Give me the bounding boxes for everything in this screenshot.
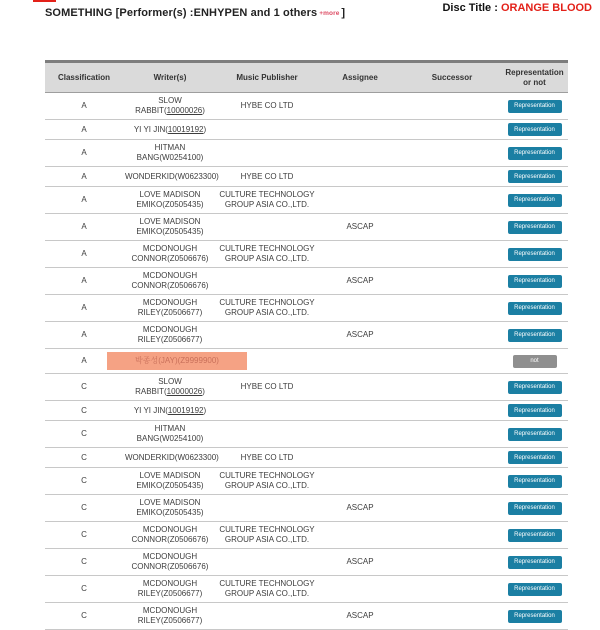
table-row [45,401,568,421]
cell-assignee [317,401,403,421]
cell-successor [403,374,501,401]
cell-classification: C [45,421,123,448]
cell-writer: LOVE MADISON EMIKO(Z0505435) [123,214,217,241]
representation-button[interactable]: Representation [508,583,562,596]
cell-representation [501,576,568,603]
cell-publisher: HYBE CO LTD [217,374,317,401]
cell-successor [403,140,501,167]
table-row [45,468,568,495]
writer-id-link[interactable]: 10000026 [166,387,203,396]
bracket-close: ] [341,7,346,19]
cell-classification: C [45,495,123,522]
cell-assignee [317,576,403,603]
cell-representation [501,468,568,495]
cell-publisher: HYBE CO LTD [217,93,317,120]
table-row [45,603,568,630]
disc-title-label: Disc Title : [442,2,501,14]
cell-representation [501,241,568,268]
cell-representation [501,401,568,421]
cell-writer: MCDONOUGH CONNOR(Z0506676) [123,549,217,576]
cell-assignee [317,374,403,401]
cell-publisher: CULTURE TECHNOLOGY GROUP ASIA CO.,LTD. [217,576,317,603]
cell-publisher [217,603,317,630]
cell-successor [403,268,501,295]
representation-button[interactable]: Representation [508,123,562,136]
representation-button[interactable]: Representation [508,147,562,160]
representation-button[interactable]: Representation [508,475,562,488]
cell-assignee [317,241,403,268]
cell-assignee [317,421,403,448]
cell-writer: WONDERKID(W0623300) [123,167,217,187]
cell-classification: A [45,322,123,349]
cell-publisher [217,140,317,167]
cell-successor [403,93,501,120]
cell-successor [403,549,501,576]
col-assignee: Assignee [317,62,403,93]
col-representation-or-not: Representation or not [501,62,568,93]
cell-successor [403,448,501,468]
table-row [45,167,568,187]
highlighted-writer: 박종성(JAY)(Z9999900) [107,352,247,370]
col-writers: Writer(s) [123,62,217,93]
cell-classification: C [45,374,123,401]
cell-writer: MCDONOUGH RILEY(Z0506677) [123,295,217,322]
cell-successor [403,187,501,214]
cell-representation [501,522,568,549]
cell-representation [501,214,568,241]
cell-publisher [217,495,317,522]
more-link[interactable]: +more [319,10,340,17]
cell-assignee [317,140,403,167]
cell-publisher [217,421,317,448]
representation-button[interactable]: Representation [508,221,562,234]
cell-writer: SLOW RABBIT(10000026) [123,93,217,120]
table-row [45,322,568,349]
cell-classification: A [45,214,123,241]
cell-representation [501,120,568,140]
cell-writer: MCDONOUGH CONNOR(Z0506676) [123,522,217,549]
cell-publisher [217,401,317,421]
cell-classification: A [45,167,123,187]
cell-representation [501,167,568,187]
representation-button[interactable]: Representation [508,610,562,623]
cell-assignee [317,295,403,322]
cell-representation [501,322,568,349]
cell-classification: A [45,349,123,374]
cell-assignee [317,448,403,468]
cell-classification: A [45,268,123,295]
table-header-row [45,62,568,93]
song-title-text: SOMETHING [Performer(s) :ENHYPEN and 1 others [45,7,318,19]
table-row [45,187,568,214]
representation-button[interactable]: Representation [508,194,562,207]
representation-button[interactable]: Representation [508,170,562,183]
cell-writer: SLOW RABBIT(10000026) [123,374,217,401]
col-classification: Classification [45,62,123,93]
table-row [45,241,568,268]
cell-representation [501,495,568,522]
table-row [45,140,568,167]
song-title [45,7,345,19]
cell-classification: A [45,93,123,120]
cell-representation [501,268,568,295]
table-row [45,93,568,120]
cell-assignee: ASCAP [317,495,403,522]
cell-publisher: CULTURE TECHNOLOGY GROUP ASIA CO.,LTD. [217,295,317,322]
table-row [45,522,568,549]
disc-title-value: ORANGE BLOOD [500,2,592,14]
cell-classification: A [45,295,123,322]
representation-button[interactable]: Representation [508,302,562,315]
cell-publisher: CULTURE TECHNOLOGY GROUP ASIA CO.,LTD. [217,187,317,214]
col-successor: Successor [403,62,501,93]
cell-classification: A [45,187,123,214]
table-row [45,214,568,241]
cell-representation [501,349,568,374]
cell-publisher: CULTURE TECHNOLOGY GROUP ASIA CO.,LTD. [217,468,317,495]
cell-classification: C [45,576,123,603]
writer-id-link[interactable]: 10019192 [167,124,204,134]
table-row [45,448,568,468]
disc-title [442,2,592,14]
cell-successor [403,241,501,268]
cell-assignee: ASCAP [317,603,403,630]
cell-publisher [217,120,317,140]
cell-assignee [317,468,403,495]
cell-classification: C [45,603,123,630]
writer-id-link[interactable]: 10000026 [166,106,203,115]
cell-assignee: ASCAP [317,214,403,241]
cell-publisher: HYBE CO LTD [217,448,317,468]
writer-id-link[interactable]: 10019192 [167,405,204,415]
cell-writer: MCDONOUGH CONNOR(Z0506676) [123,241,217,268]
cell-publisher [217,268,317,295]
table-row [45,374,568,401]
cell-assignee: ASCAP [317,322,403,349]
cell-writer: MCDONOUGH RILEY(Z0506677) [123,603,217,630]
cell-assignee: ASCAP [317,549,403,576]
representation-button[interactable]: Representation [508,451,562,464]
cell-writer: LOVE MADISON EMIKO(Z0505435) [123,495,217,522]
cell-writer: YI YI JIN(10019192) [123,120,217,140]
table-body [45,93,568,630]
cell-classification: A [45,241,123,268]
representation-button[interactable]: Representation [508,275,562,288]
representation-button[interactable]: Representation [508,428,562,441]
cell-successor [403,495,501,522]
cell-representation [501,603,568,630]
cell-writer: LOVE MADISON EMIKO(Z0505435) [123,468,217,495]
cell-assignee [317,167,403,187]
cell-classification: A [45,140,123,167]
cell-representation [501,295,568,322]
cell-representation [501,421,568,448]
cell-successor [403,120,501,140]
representation-button[interactable]: Representation [508,381,562,394]
cell-publisher: CULTURE TECHNOLOGY GROUP ASIA CO.,LTD. [217,241,317,268]
cell-publisher: HYBE CO LTD [217,167,317,187]
table-row [45,349,568,374]
cell-assignee [317,522,403,549]
cell-successor [403,468,501,495]
cell-successor [403,322,501,349]
cell-successor [403,421,501,448]
cell-publisher: CULTURE TECHNOLOGY GROUP ASIA CO.,LTD. [217,522,317,549]
cell-classification: C [45,522,123,549]
cell-assignee: ASCAP [317,268,403,295]
clipped-red-text-fragment [33,0,56,2]
cell-writer [123,349,217,374]
table-row [45,576,568,603]
cell-successor [403,349,501,374]
cell-assignee [317,93,403,120]
col-music-publisher: Music Publisher [217,62,317,93]
cell-representation [501,187,568,214]
cell-representation [501,93,568,120]
cell-writer: HITMAN BANG(W0254100) [123,421,217,448]
representation-button[interactable]: Representation [508,329,562,342]
cell-writer: MCDONOUGH CONNOR(Z0506676) [123,268,217,295]
table-row [45,295,568,322]
cell-writer: WONDERKID(W0623300) [123,448,217,468]
cell-publisher [217,322,317,349]
cell-writer: HITMAN BANG(W0254100) [123,140,217,167]
cell-representation [501,374,568,401]
cell-representation [501,448,568,468]
cell-successor [403,295,501,322]
cell-classification: C [45,401,123,421]
cell-assignee [317,187,403,214]
cell-publisher [217,214,317,241]
cell-writer: LOVE MADISON EMIKO(Z0505435) [123,187,217,214]
cell-successor [403,214,501,241]
representation-button[interactable]: Representation [508,404,562,417]
cell-writer: MCDONOUGH RILEY(Z0506677) [123,576,217,603]
representation-button[interactable]: Representation [508,502,562,515]
cell-successor [403,603,501,630]
representation-button[interactable]: Representation [508,100,562,113]
cell-assignee [317,120,403,140]
table-row [45,268,568,295]
cell-publisher [217,549,317,576]
cell-writer: MCDONOUGH RILEY(Z0506677) [123,322,217,349]
cell-classification: C [45,448,123,468]
cell-representation [501,140,568,167]
table-row [45,421,568,448]
cell-successor [403,522,501,549]
representation-button[interactable]: Representation [508,248,562,261]
rights-table [45,60,568,630]
cell-assignee [317,349,403,374]
cell-successor [403,167,501,187]
table-row [45,495,568,522]
cell-classification: C [45,468,123,495]
table-row [45,120,568,140]
cell-representation [501,549,568,576]
cell-writer: YI YI JIN(10019192) [123,401,217,421]
cell-classification: C [45,549,123,576]
cell-classification: A [45,120,123,140]
table-row [45,549,568,576]
cell-successor [403,401,501,421]
representation-button[interactable]: Representation [508,529,562,542]
representation-button[interactable]: Representation [508,556,562,569]
not-badge: not [513,355,557,368]
cell-successor [403,576,501,603]
